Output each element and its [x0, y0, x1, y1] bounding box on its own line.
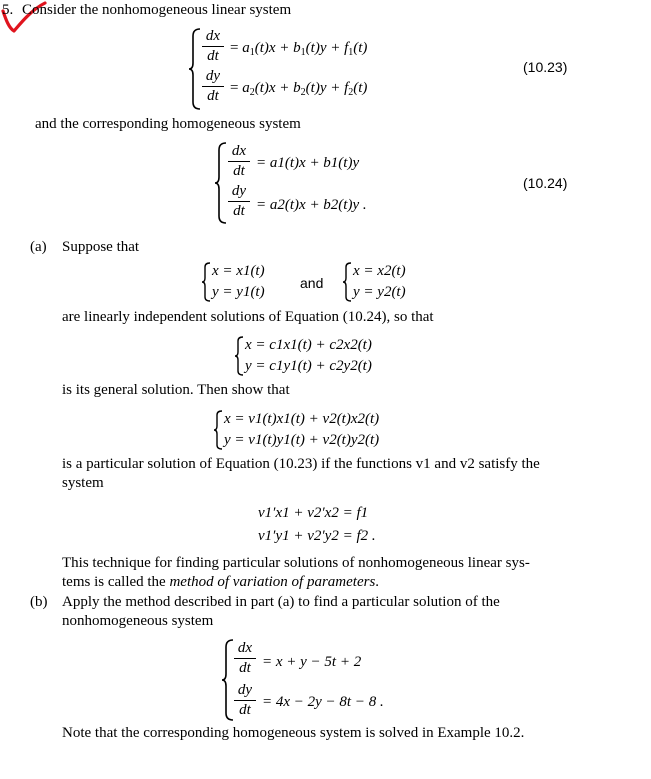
brace-eq-1024	[214, 142, 228, 224]
brace-sol2	[342, 262, 352, 302]
note-text: Note that the corresponding homogeneous system is solved in Example 10.2.	[62, 725, 525, 741]
frac-dydt-1024: dy dt	[228, 184, 250, 219]
part-b-text-1: Apply the method described in part (a) to find a particular solution of the	[62, 594, 500, 610]
sol1-y: y = y1(t)	[212, 284, 265, 300]
gen-x: x = c1x1(t) + c2x2(t)	[245, 337, 372, 353]
cond-1: v1′x1 + v2′x2 = f1	[258, 505, 369, 521]
frac-dxdt-1024: dx dt	[228, 144, 250, 179]
eq-1023-line1: = $a_1(t)x + b_1(t)y + f_1(t)$	[230, 40, 368, 58]
lin-indep-text: are linearly independent solutions of Equation (10.24), so that	[62, 309, 434, 325]
part-a-label: (a)	[30, 239, 47, 255]
general-text: is its general solution. Then show that	[62, 382, 290, 398]
and-word: and	[300, 275, 324, 291]
eq-1023-line2: = $a_2(t)x + b_2(t)y + f_2(t)$	[230, 80, 368, 98]
part-b-line2: = 4x − 2y − 8t − 8 .	[262, 694, 384, 710]
eq-tag-1024: (10.24)	[523, 175, 568, 191]
part-b-text-2: nonhomogeneous system	[62, 613, 214, 629]
eq-1024-line2: = a2(t)x + b2(t)y .	[256, 197, 367, 213]
particular-text-1: is a particular solution of Equation (10.23) if the functions v1 and v2 satisfy the	[62, 456, 540, 472]
technique-text-1: This technique for finding particular solutions of nonhomogeneous linear sys-	[62, 555, 530, 571]
part-a-suppose: Suppose that	[62, 239, 140, 255]
part-x: x = v1(t)x1(t) + v2(t)x2(t)	[224, 411, 380, 427]
frac-dxdt-b: dx dt	[234, 641, 256, 676]
eq-tag-1023: (10.23)	[523, 59, 568, 75]
particular-text-2: system	[62, 475, 104, 491]
gen-y: y = c1y1(t) + c2y2(t)	[245, 358, 372, 374]
brace-eq-1023	[188, 28, 202, 110]
sol2-y: y = y2(t)	[353, 284, 406, 300]
part-b-line1: = x + y − 5t + 2	[262, 654, 362, 670]
eq-1024-line1: = a1(t)x + b1(t)y	[256, 155, 360, 171]
problem-number: 5.	[2, 2, 14, 18]
frac-dydt-1023: dy dt	[202, 69, 224, 104]
part-b-label: (b)	[30, 594, 48, 610]
homog-intro: and the corresponding homogeneous system	[35, 116, 301, 132]
problem-intro: Consider the nonhomogeneous linear system	[22, 2, 292, 18]
sol2-x: x = x2(t)	[353, 263, 406, 279]
sol1-x: x = x1(t)	[212, 263, 265, 279]
brace-general	[234, 336, 244, 376]
part-y: y = v1(t)y1(t) + v2(t)y2(t)	[224, 432, 380, 448]
frac-dxdt-1023: dx dt	[202, 29, 224, 64]
brace-part-b	[221, 639, 235, 721]
technique-text-2: tems is called the method of variation of parameters.	[62, 574, 380, 590]
frac-dydt-b: dy dt	[234, 683, 256, 718]
brace-sol1	[201, 262, 211, 302]
brace-particular	[213, 410, 223, 450]
cond-2: v1′y1 + v2′y2 = f2 .	[258, 528, 376, 544]
